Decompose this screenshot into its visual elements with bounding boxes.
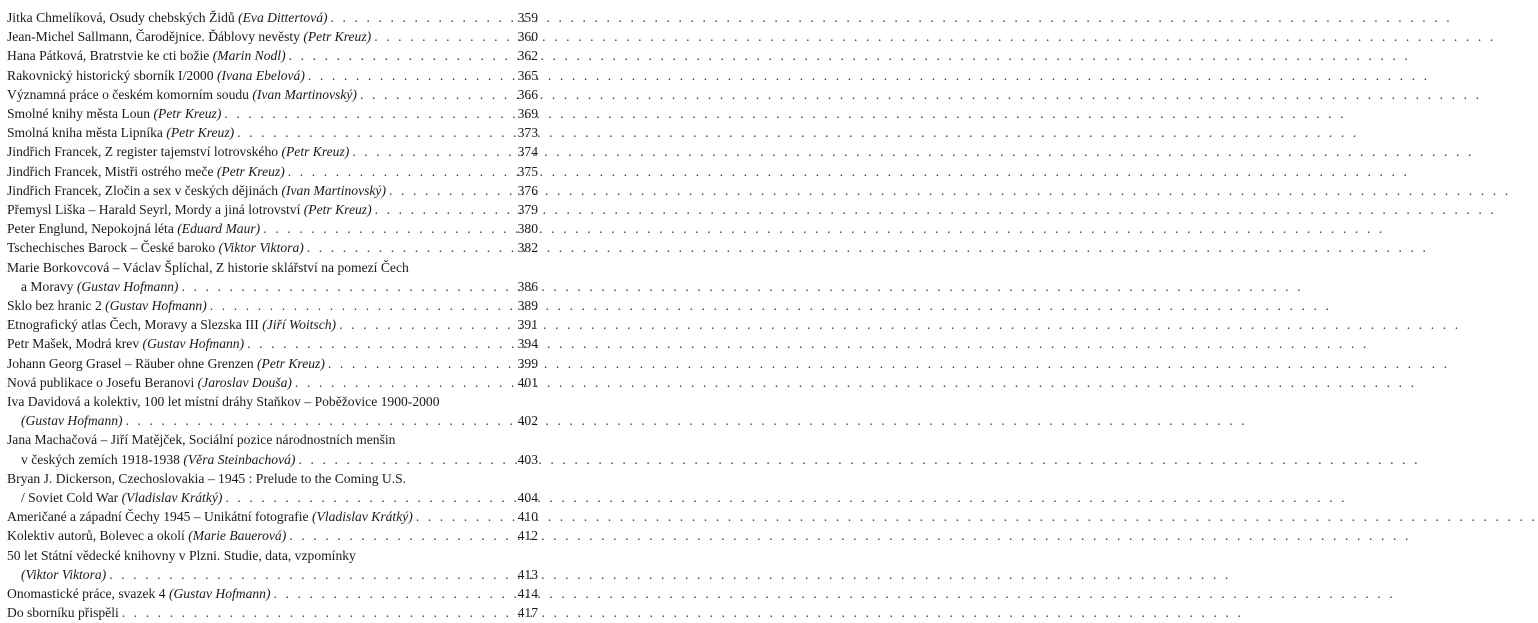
dot-leader [210,296,1332,315]
toc-entry [7,66,538,85]
toc-entry [7,258,538,296]
toc-entry-reviewer: (Petr Kreuz) [281,144,350,160]
toc-entry-page-number: 376 [517,182,538,198]
toc-entry-line [7,46,511,65]
toc-entry-line [7,142,511,161]
toc-entry-content [21,277,178,296]
dot-leader [308,66,1430,85]
toc-entry-title: / Soviet Cold War [21,490,119,506]
toc-entry-title: Onomastické práce, svazek 4 [7,586,166,602]
toc-entry-line [7,238,511,257]
dot-leader [374,27,1496,46]
dot-leader [339,315,1461,334]
dot-leader [263,219,1385,238]
toc-entry-line [7,258,511,277]
toc-entry-content [7,8,328,27]
toc-entry-reviewer: (Marin Nodl) [212,48,286,64]
toc-entry-title: Smolné knihy města Loun [7,106,151,122]
toc-entry-page-number: 402 [517,413,538,429]
toc-entry [7,238,538,257]
toc-entry-reviewer: (Petr Kreuz) [257,355,325,371]
dot-leader [331,8,1453,27]
toc-entry-reviewer: (Věra Steinbachová) [183,451,296,467]
toc-entry-title: Iva Davidová a kolektiv, 100 let místní dráhy Staňkov – Poběžovice 1900-2000 [7,394,440,410]
toc-entry-line [7,469,511,488]
toc-entry-title: Hana Pátková, Bratrstvie ke cti božie [7,48,210,64]
toc-entry-page-number: 359 [517,10,538,25]
toc-entry-text [7,238,511,257]
toc-entry-text [7,315,511,334]
toc-entry-title: Bryan J. Dickerson, Czechoslovakia – 1945 : Prelude to the Coming U.S. [7,470,407,486]
toc-entry-reviewer: (Petr Kreuz) [303,29,372,45]
toc-entry-line [7,603,511,622]
toc-entry-reviewer: (Jaroslav Douša) [197,374,292,390]
dot-leader [389,181,1511,200]
toc-entry-text [7,200,511,219]
toc-entry-page-number: 362 [517,48,538,64]
toc-entry-text [7,123,511,142]
toc-entry-text [7,507,511,526]
toc-entry [7,27,538,46]
toc-entry-text [7,296,511,315]
toc-entry-title: Jean-Michel Sallmann, Čarodějnice. Ďáblovy nevěsty [7,29,300,45]
toc-entry-text [7,181,511,200]
toc-entry-title: Jana Machačová – Jiří Matějček, Sociální pozice národnostních menšin [7,432,396,448]
toc-entry-content [7,315,336,334]
toc-entry-title: Kolektiv autorů, Bolevec a okolí [7,528,185,544]
toc-entry-page-number: 394 [517,336,538,352]
toc-entry-line [7,546,511,565]
dot-leader [224,104,1346,123]
toc-entry-text [7,66,511,85]
toc-entry-title: Etnografický atlas Čech, Moravy a Slezska III [7,317,259,333]
toc-entry [7,526,538,545]
toc-entry-text [7,526,511,545]
toc-entry-page-number: 365 [517,67,538,83]
toc-entry-text [7,373,511,392]
toc-entry-title: Přemysl Liška – Harald Seyrl, Mordy a jiná lotrovství [7,202,301,218]
toc-entry-reviewer: (Ivana Ebelová) [216,67,305,83]
toc-entry-reviewer: (Viktor Viktora) [218,240,304,256]
toc-entry [7,373,538,392]
dot-leader [237,123,1359,142]
toc-entry-reviewer: (Jiří Woitsch) [262,317,337,333]
toc-entry-line [7,181,511,200]
toc-entry-page-number: 386 [517,278,538,294]
dot-leader [225,488,1347,507]
dot-leader [298,450,1420,469]
toc-entry-content [7,46,286,65]
dot-leader [274,584,1396,603]
toc-entry-content [7,432,395,447]
toc-entry [7,430,538,468]
table-of-contents [7,8,538,623]
toc-entry-reviewer: (Vladislav Krátký) [312,509,413,525]
toc-entry-title: Nová publikace o Josefu Beranovi [7,374,195,390]
dot-leader [247,334,1369,353]
toc-entry [7,507,538,526]
toc-entry-content [7,162,285,181]
toc-entry [7,469,538,507]
toc-entry [7,104,538,123]
toc-entry-content [7,142,349,161]
toc-entry-title: Johann Georg Grasel – Räuber ohne Grenzen [7,355,254,371]
toc-entry-text [7,546,511,584]
dot-leader [307,238,1429,257]
toc-entry-page-number: 374 [517,144,538,160]
toc-entry-title: v českých zemích 1918-1938 [21,451,180,467]
toc-entry-title: Jindřich Francek, Zločin a sex v českých dějinách [7,182,279,198]
toc-entry-page-number: 401 [517,374,538,390]
toc-entry-page-number: 417 [517,605,538,621]
toc-entry-text [7,219,511,238]
toc-entry-title: Američané a západní Čechy 1945 – Unikátní fotografie [7,509,309,525]
toc-entry-title: a Moravy [21,278,74,294]
dot-leader [122,603,1244,622]
toc-entry [7,219,538,238]
toc-entry [7,546,538,584]
toc-entry-text [7,27,511,46]
toc-entry-page-number: 391 [517,317,538,333]
toc-entry-line [7,584,511,603]
toc-entry-reviewer: (Ivan Martinovský) [252,86,357,102]
toc-entry [7,315,538,334]
toc-entry-reviewer: (Gustav Hofmann) [168,586,271,602]
toc-entry-content [7,200,372,219]
toc-entry [7,8,538,27]
toc-entry-content [7,334,244,353]
toc-entry [7,584,538,603]
toc-entry [7,181,538,200]
toc-entry-title: Marie Borkovcová – Václav Šplíchal, Z historie sklářství na pomezí Čech [7,259,409,275]
toc-entry-content [7,260,409,275]
toc-entry-page-number: 403 [517,451,538,467]
dot-leader [289,526,1411,545]
toc-entry-reviewer: (Viktor Viktora) [21,566,107,582]
toc-entry-title: Jitka Chmelíková, Osudy chebských Židů [7,10,235,25]
toc-entry-content [7,238,304,257]
dot-leader [328,354,1450,373]
toc-entry-title: Významná práce o českém komorním soudu [7,86,249,102]
toc-entry-content [7,123,234,142]
toc-entry-line [7,277,511,296]
toc-entry-title: Peter Englund, Nepokojná léta [7,221,174,237]
toc-entry-line [7,315,511,334]
toc-entry-page-number: 375 [517,163,538,179]
toc-entry-page-number: 380 [517,221,538,237]
toc-entry-line [7,85,511,104]
toc-entry-line [7,8,511,27]
toc-entry-line [7,373,511,392]
toc-entry-text [7,430,511,468]
toc-entry-reviewer: (Eva Dittertová) [238,10,328,25]
toc-entry-title: Do sborníku přispěli [7,605,119,621]
toc-entry-page-number: 360 [517,29,538,45]
toc-entry-line [7,488,511,507]
toc-entry [7,603,538,622]
toc-entry-content [21,450,295,469]
toc-entry-title: Jindřich Francek, Z register tajemství lotrovského [7,144,279,160]
toc-entry-page-number: 412 [517,528,538,544]
toc-entry-line [7,411,511,430]
toc-entry-content [7,85,357,104]
toc-entry-text [7,104,511,123]
toc-entry-title: Jindřich Francek, Mistři ostrého meče [7,163,214,179]
toc-entry-reviewer: (Gustav Hofmann) [21,413,123,429]
toc-entry-page-number: 369 [517,106,538,122]
toc-entry-text [7,354,511,373]
dot-leader [181,277,1303,296]
toc-entry-reviewer: (Gustav Hofmann) [142,336,245,352]
toc-entry-title: Tschechisches Barock – České baroko [7,240,216,256]
toc-entry [7,123,538,142]
toc-entry-reviewer: (Vladislav Krátký) [121,490,223,506]
toc-entry-content [7,548,356,563]
toc-entry-text [7,584,511,603]
toc-entry-page-number: 399 [517,355,538,371]
toc-page [0,0,546,621]
toc-entry-text [7,392,511,430]
toc-entry-page-number: 413 [517,566,538,582]
toc-entry-page-number: 414 [517,586,538,602]
toc-entry-content [7,104,221,123]
toc-entry-reviewer: (Petr Kreuz) [216,163,285,179]
toc-entry-title: Petr Mašek, Modrá krev [7,336,140,352]
toc-entry-content [7,219,260,238]
toc-entry-reviewer: (Gustav Hofmann) [76,278,179,294]
toc-entry-reviewer: (Ivan Martinovský) [281,182,386,198]
toc-entry-text [7,85,511,104]
toc-entry [7,200,538,219]
toc-entry-text [7,334,511,353]
toc-entry-page-number: 379 [517,202,538,218]
dot-leader [109,565,1231,584]
toc-entry-line [7,507,511,526]
toc-entry [7,142,538,161]
toc-entry-line [7,66,511,85]
toc-entry-content [7,394,440,409]
toc-entry-line [7,200,511,219]
toc-entry [7,392,538,430]
dot-leader [295,373,1417,392]
dot-leader [289,46,1411,65]
toc-entry-content [7,354,325,373]
toc-entry-text [7,469,511,507]
toc-entry-content [21,411,123,430]
dot-leader [416,507,1538,526]
toc-entry-content [7,471,406,486]
toc-entry-content [7,27,371,46]
toc-entry-reviewer: (Petr Kreuz) [303,202,372,218]
toc-entry-line [7,104,511,123]
toc-entry [7,334,538,353]
toc-entry-page-number: 366 [517,86,538,102]
toc-entry-content [21,565,106,584]
toc-entry-text [7,258,511,296]
toc-entry-text [7,46,511,65]
toc-entry-line [7,430,511,449]
toc-entry-content [7,584,271,603]
toc-entry-title: 50 let Státní vědecké knihovny v Plzni. Studie, data, vzpomínky [7,547,356,563]
toc-entry-content [7,526,286,545]
toc-entry-text [7,603,511,622]
toc-entry-line [7,526,511,545]
dot-leader [288,162,1410,181]
toc-entry-content [7,507,413,526]
toc-entry [7,354,538,373]
toc-entry-content [7,181,386,200]
toc-entry-content [7,296,207,315]
toc-entry-content [21,488,222,507]
toc-entry [7,296,538,315]
toc-entry-line [7,162,511,181]
toc-entry-text [7,162,511,181]
toc-entry-content [7,373,292,392]
toc-entry-line [7,334,511,353]
dot-leader [375,200,1497,219]
toc-entry-page-number: 389 [517,298,538,314]
toc-entry-page-number: 373 [517,125,538,141]
dot-leader [126,411,1248,430]
toc-entry-reviewer: (Eduard Maur) [177,221,261,237]
toc-entry-line [7,27,511,46]
toc-entry-content [7,66,305,85]
toc-entry-reviewer: (Gustav Hofmann) [105,298,207,314]
toc-entry [7,162,538,181]
toc-entry-line [7,354,511,373]
toc-entry-reviewer: (Petr Kreuz) [153,106,222,122]
toc-entry-line [7,219,511,238]
toc-entry-title: Smolná kniha města Lipníka [7,125,163,141]
toc-entry-page-number: 404 [517,490,538,506]
toc-entry-line [7,450,511,469]
toc-entry-text [7,142,511,161]
toc-entry-reviewer: (Marie Bauerová) [188,528,287,544]
toc-entry-line [7,296,511,315]
toc-entry-reviewer: (Petr Kreuz) [166,125,235,141]
toc-entry-title: Rakovnický historický sborník I/2000 [7,67,214,83]
toc-entry-page-number: 410 [517,509,538,525]
toc-entry-line [7,392,511,411]
toc-entry [7,46,538,65]
toc-entry-title: Sklo bez hranic 2 [7,298,102,314]
toc-entry-page-number: 382 [517,240,538,256]
toc-entry [7,85,538,104]
toc-entry-content [7,603,119,622]
toc-entry-line [7,123,511,142]
toc-entry-text [7,8,511,27]
toc-entry-line [7,565,511,584]
